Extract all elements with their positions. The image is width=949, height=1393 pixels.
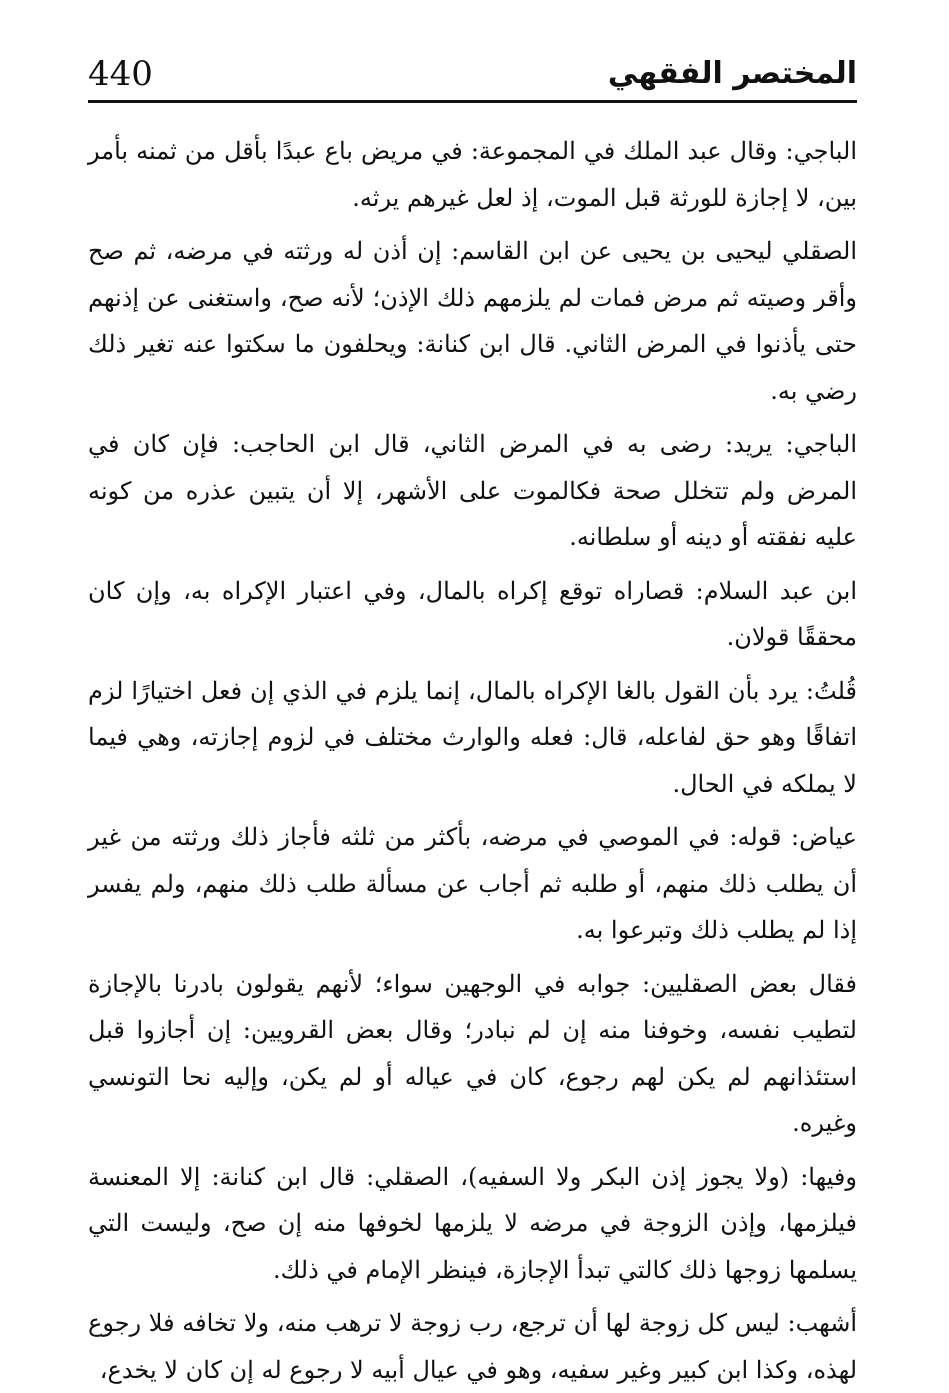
running-title: المختصر الفقهي bbox=[607, 56, 857, 91]
body-text bbox=[88, 128, 857, 1393]
paragraph: وفيها: (ولا يجوز إذن البكر ولا السفيه)، الصقلي: قال ابن كنانة: إلا المعنسة فيلزمها، وإذن الزوجة في مرضه لا يلزمها لخوفها منه إن صح، وليست التي يسلمها زوجها ذلك كالتي تبدأ الإجازة، فينظر الإمام في ذلك. bbox=[88, 1162, 857, 1284]
paragraph: الباجي: وقال عبد الملك في المجموعة: في مريض باع عبدًا بأقل من ثمنه بأمر بين، لا إجازة للورثة قبل الموت، إذ لعل غيرهم يرثه. bbox=[88, 137, 857, 212]
paragraph: فقال بعض الصقليين: جوابه في الوجهين سواء؛ لأنهم يقولون بادرنا بالإجازة لتطيب نفسه، وخوفنا منه إن لم نبادر؛ وقال بعض القرويين: إن أجازوا قبل استئذانهم لم يكن لهم رجوع، كان في عياله أو لم يكن، وإليه نحا التونسي وغيره. bbox=[88, 969, 857, 1137]
paragraph: قُلتُ: يرد بأن القول بالغا الإكراه بالمال، إنما يلزم في الذي إن فعل اختيارًا لزم اتفاقًا وهو حق لفاعله، قال: فعله والوارث مختلف في لزوم إجازته، وهي فيما لا يملكه في الحال. bbox=[88, 676, 857, 798]
paragraph: أشهب: ليس كل زوجة لها أن ترجع، رب زوجة لا ترهب منه، ولا تخافه فلا رجوع لهذه، وكذا ابن كبير وغير سفيه، وهو في عيال أبيه لا رجوع له إن كان لا يخدع، bbox=[88, 1309, 857, 1384]
paragraph: عياض: قوله: في الموصي في مرضه، بأكثر من ثلثه فأجاز ذلك ورثته من غير أن يطلب ذلك منهم، أو طلبه ثم أجاب عن مسألة طلب ذلك منهم، ولم يفسر إذا لم يطلب ذلك وتبرعوا به. bbox=[88, 823, 857, 944]
paragraph: ابن عبد السلام: قصاراه توقع إكراه بالمال، وفي اعتبار الإكراه به، وإن كان محققًا قولان. bbox=[88, 576, 857, 651]
paragraph: الصقلي ليحيى بن يحيى عن ابن القاسم: إن أذن له ورثته في مرضه، ثم صح وأقر وصيته ثم مرض فمات لم يلزمهم ذلك الإذن؛ لأنه صح، واستغنى عن إذنهم حتى يأذنوا في المرض الثاني. قال ابن كنانة: ويحلفون ما سكتوا عنه تغير ذلك رضي به. bbox=[88, 237, 857, 405]
paragraph: الباجي: يريد: رضى به في المرض الثاني، قال ابن الحاجب: فإن كان في المرض ولم تتخلل صحة فكالموت على الأشهر، إلا أن يتبين عذره من كونه عليه نفقته أو دينه أو سلطانه. bbox=[88, 430, 857, 551]
page-header bbox=[88, 54, 857, 104]
page-number: 440 bbox=[88, 54, 153, 94]
header-rule bbox=[88, 100, 857, 103]
